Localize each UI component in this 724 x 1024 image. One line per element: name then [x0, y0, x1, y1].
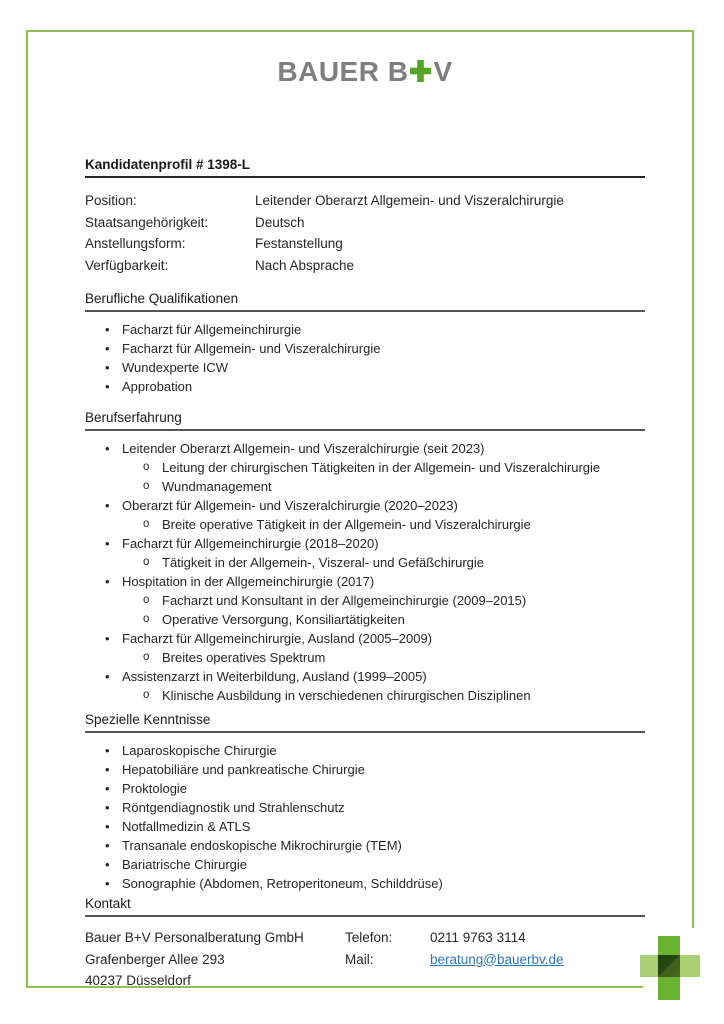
list-item: • Wundexperte ICW: [105, 360, 228, 375]
circle-bullet-icon: o: [143, 461, 150, 473]
phone-row: [345, 927, 564, 949]
bullet-icon: •: [105, 498, 110, 513]
detail-row-position: [85, 190, 645, 212]
page-title: Kandidatenprofil # 1398-L: [85, 157, 251, 172]
mail-label: Mail:: [345, 951, 374, 967]
detail-label: Staatsangehörigkeit:: [85, 214, 209, 230]
list-item: • Assistenzarzt in Weiterbildung, Ausland (1999–2005): [105, 669, 427, 684]
list-item: • Facharzt für Allgemeinchirurgie, Ausland (2005–2009): [105, 631, 433, 646]
detail-label: Verfügbarkeit:: [85, 257, 169, 273]
section-divider: [85, 310, 645, 312]
section-heading-skills: Spezielle Kenntnisse: [85, 712, 211, 727]
circle-bullet-icon: o: [143, 651, 150, 663]
sub-list-item: o Wundmanagement: [143, 479, 272, 494]
sub-list-item: o Breite operative Tätigkeit in der Allgemein- und Viszeralchirurgie: [143, 517, 531, 532]
list-item: • Transanale endoskopische Mikrochirurgie (TEM): [105, 838, 402, 853]
circle-bullet-icon: o: [143, 594, 150, 606]
sub-list-item: o Facharzt und Konsultant in der Allgemeinchirurgie (2009–2015): [143, 593, 527, 608]
qualifications-list: [85, 320, 645, 396]
company-name: Bauer B+V Personalberatung GmbH: [85, 930, 304, 945]
phone-label: Telefon:: [345, 930, 393, 945]
company-street: Grafenberger Allee 293: [85, 951, 225, 967]
sub-list-item: o Operative Versorgung, Konsiliartätigkeiten: [143, 612, 405, 627]
detail-value: Deutsch: [255, 214, 305, 230]
skills-list: [85, 741, 645, 893]
detail-row-employment-type: [85, 233, 645, 255]
plus-cross-icon: [410, 56, 431, 90]
bullet-icon: •: [105, 781, 110, 796]
detail-label: Anstellungsform:: [85, 236, 186, 251]
list-item: • Notfallmedizin & ATLS: [105, 819, 251, 834]
bullet-icon: •: [105, 379, 110, 394]
section-divider: [85, 915, 645, 917]
sub-list-item: o Tätigkeit in der Allgemein-, Viszeral- und Gefäßchirurgie: [143, 555, 485, 570]
bullet-icon: •: [105, 441, 110, 456]
corner-cross-icon: [658, 955, 680, 977]
detail-value: Festanstellung: [255, 236, 343, 251]
circle-bullet-icon: o: [143, 689, 150, 701]
bullet-icon: •: [105, 838, 110, 853]
bullet-icon: •: [105, 876, 110, 891]
list-item: • Hepatobiliäre und pankreatische Chirurgie: [105, 762, 365, 777]
bullet-icon: •: [105, 762, 110, 777]
list-item: • Oberarzt für Allgemein- und Viszeralchirurgie (2020–2023): [105, 498, 458, 513]
list-item: • Facharzt für Allgemeinchirurgie (2018–2020): [105, 536, 379, 551]
contact-methods: [345, 927, 564, 992]
sub-list-item: o Klinische Ausbildung in verschiedenen chirurgischen Disziplinen: [143, 688, 531, 703]
section-heading-experience: Berufserfahrung: [85, 410, 182, 425]
list-item: • Leitender Oberarzt Allgemein- und Viszeralchirurgie (seit 2023): [105, 441, 485, 456]
section-divider: [85, 429, 645, 431]
list-item: • Sonographie (Abdomen, Retroperitoneum, Schilddrüse): [105, 876, 443, 891]
bullet-icon: •: [105, 536, 110, 551]
bullet-icon: •: [105, 360, 110, 375]
bullet-icon: •: [105, 819, 110, 834]
bullet-icon: •: [105, 857, 110, 872]
section-heading-contact: Kontakt: [85, 896, 131, 911]
detail-value: Nach Absprache: [255, 257, 355, 273]
sub-list-item: o Breites operatives Spektrum: [143, 650, 326, 665]
phone-number: 0211 9763 3114: [430, 930, 526, 945]
bullet-icon: •: [105, 322, 110, 337]
list-item: • Hospitation in der Allgemeinchirurgie (2017): [105, 574, 375, 589]
section-divider: [85, 731, 645, 733]
title-divider: [85, 176, 645, 178]
list-item: • Laparoskopische Chirurgie: [105, 743, 277, 758]
detail-row-nationality: [85, 212, 645, 234]
bauer-bv-logo: [85, 53, 645, 90]
mail-row: [345, 949, 564, 971]
email-link[interactable]: beratung@bauerbv.de: [430, 951, 564, 967]
detail-value: Leitender Oberarzt Allgemein- und Viszeralchirurgie: [255, 193, 564, 208]
bullet-icon: •: [105, 800, 110, 815]
bullet-icon: •: [105, 341, 110, 356]
bullet-icon: •: [105, 669, 110, 684]
document-content: [85, 0, 645, 992]
company-address: [85, 927, 345, 992]
experience-list: [85, 439, 645, 705]
circle-bullet-icon: o: [143, 556, 150, 568]
detail-label: Position:: [85, 193, 137, 208]
page-border-left: [26, 30, 28, 988]
list-item: • Röntgendiagnostik und Strahlenschutz: [105, 800, 345, 815]
bullet-icon: •: [105, 631, 110, 646]
bullet-icon: •: [105, 743, 110, 758]
detail-row-availability: [85, 255, 645, 277]
list-item: • Bariatrische Chirurgie: [105, 857, 247, 872]
logo-text-left: BAUER B: [277, 55, 409, 87]
circle-bullet-icon: o: [143, 518, 150, 530]
section-heading-qualifications: Berufliche Qualifikationen: [85, 291, 239, 306]
logo-text-right: V: [433, 55, 453, 87]
page-border-right: [692, 30, 694, 928]
company-city: 40237 Düsseldorf: [85, 973, 191, 988]
contact-block: [85, 927, 645, 992]
list-item: • Facharzt für Allgemein- und Viszeralchirurgie: [105, 341, 381, 356]
circle-bullet-icon: o: [143, 613, 150, 625]
profile-details: [85, 190, 645, 276]
bullet-icon: •: [105, 574, 110, 589]
circle-bullet-icon: o: [143, 480, 150, 492]
list-item: • Facharzt für Allgemeinchirurgie: [105, 322, 302, 337]
list-item: • Proktologie: [105, 781, 188, 796]
list-item: • Approbation: [105, 379, 193, 394]
sub-list-item: o Leitung der chirurgischen Tätigkeiten in der Allgemein- und Viszeralchirurgie: [143, 460, 601, 475]
